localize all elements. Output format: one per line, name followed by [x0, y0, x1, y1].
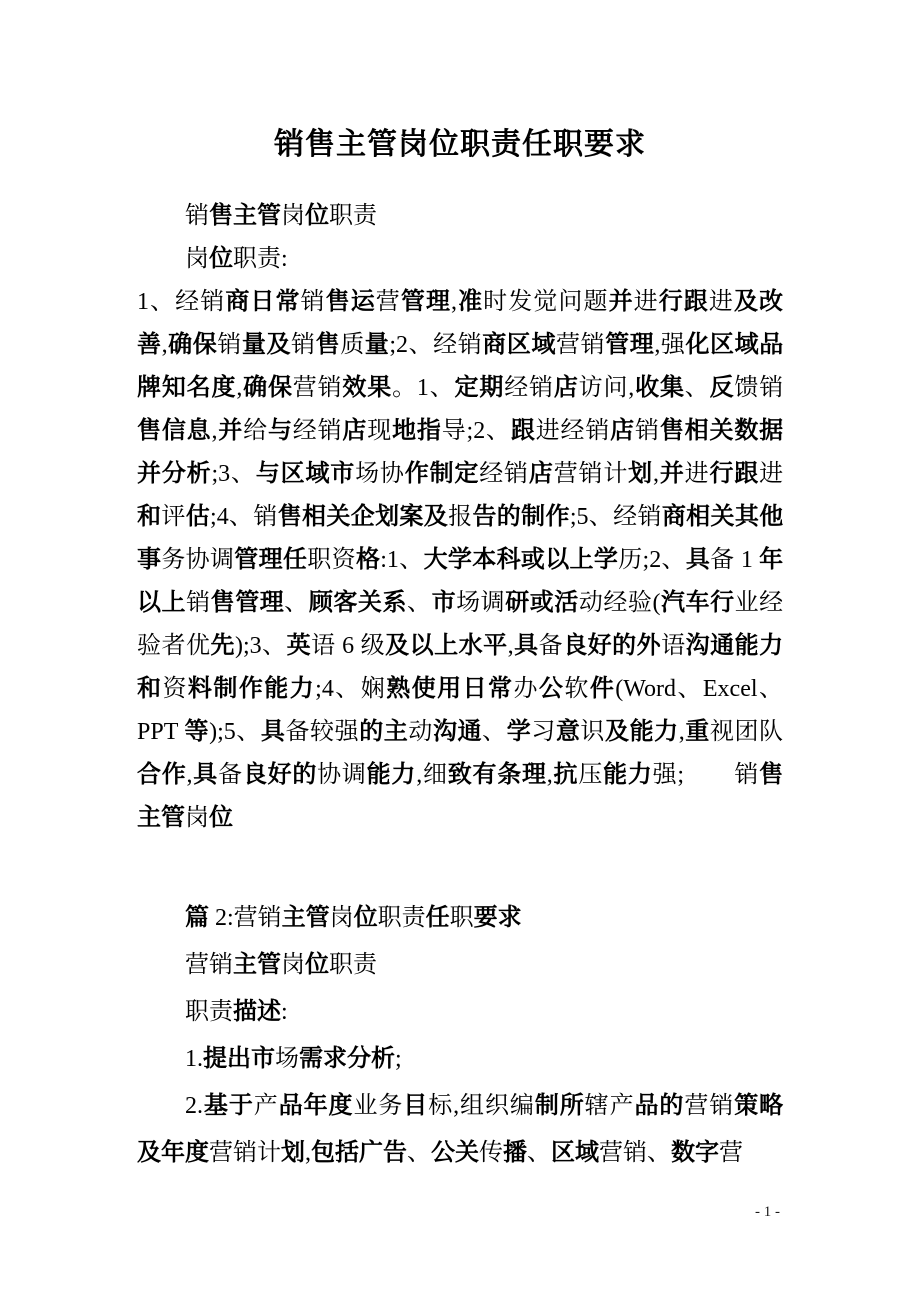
page-number: - 1 -	[755, 1204, 780, 1220]
paragraph: 篇 2:营销主管岗位职责任职要求	[185, 905, 522, 931]
document-title: 销售主管岗位职责任职要求	[274, 128, 646, 161]
paragraph: 销售主管岗位职责	[185, 203, 377, 229]
paragraph: 岗位职责:	[185, 246, 288, 272]
document-body	[137, 195, 783, 1177]
paragraph: 营销主管岗位职责	[185, 952, 377, 978]
paragraph: 职责描述:	[185, 999, 288, 1025]
document-content	[137, 122, 783, 1177]
paragraph: 1.提出市场需求分析;	[185, 1046, 402, 1072]
paragraph: 2.基于产品年度业务目标,组织编制所辖产品的营销策略及年度营销计划,包括广告、公关传播、区域营销、数字营	[137, 1093, 784, 1166]
paragraph: 1、经销商日常销售运营管理,准时发觉问题并进行跟进及改善,确保销量及销售质量;2、经销商区域营销管理,强化区域品牌知名度,确保营销效果。1、定期经销店访问,收集、反馈销售信息,并给与经销店现地指导;2、跟进经销店销售相关数据并分析;3、与区域市场协作制定经销店营销计划,并进行跟进和评估;4、销售相关企划案及报告的制作;5、经销商相关其他事务协调管理任职资格:1、大学本科或以上学历;2、具备 1 年以上销售管理、顾客关系、市场调研或活动经验(汽车行业经验者优先);3、英语 6 级及以上水平,具备良好的外语沟通能力和资料制作能力;4、娴熟使用日常办公软件(Word、Excel、PPT 等);5、具备较强的主动沟通、学习意识及能力,重视团队合作,具备良好的协调能力,细致有条理,抗压能力强; 销售主管岗位	[137, 289, 784, 831]
